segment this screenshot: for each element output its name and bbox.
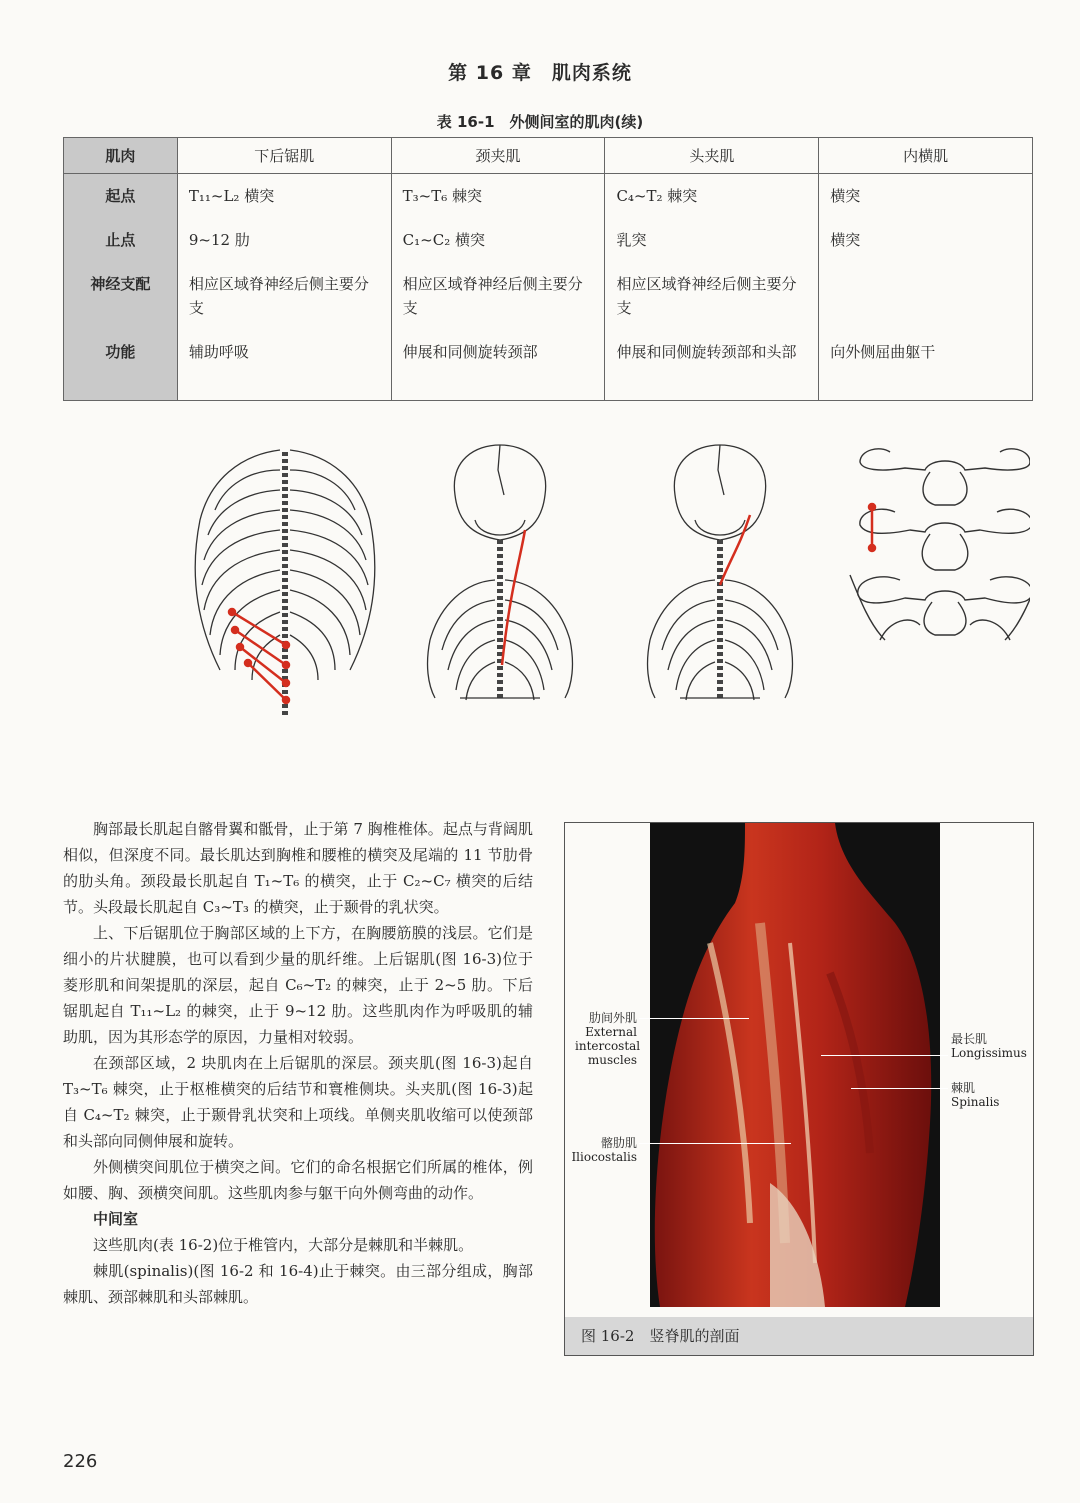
paragraph: 棘肌(spinalis)(图 16-2 和 16-4)止于棘突。由三部分组成，胸部棘肌、颈部棘肌和头部棘肌。 [63, 1262, 533, 1306]
header-cell: 肌肉 [64, 138, 178, 174]
figure-caption-text: 图 16-2 竖脊肌的剖面 [581, 1327, 740, 1345]
dissection-figure [564, 822, 1034, 1356]
row-label: 止点 [64, 218, 178, 262]
splenius-cervicis-line [502, 530, 525, 665]
paragraph: 这些肌肉(表 16-2)位于椎管内，大部分是棘肌和半棘肌。 [93, 1236, 474, 1254]
skeleton-illustrations [180, 440, 1030, 730]
chapter-title: 第 16 章 肌肉系统 [448, 62, 632, 84]
header-cell: 内横肌 [819, 138, 1033, 174]
body-text [63, 816, 533, 1310]
header-cell: 头夹肌 [605, 138, 819, 174]
leader-line [639, 1018, 749, 1019]
header-cell: 颈夹肌 [391, 138, 605, 174]
table-header-row [64, 138, 1033, 174]
table-row [64, 330, 1033, 401]
page-number: 226 [63, 1451, 98, 1472]
figure-label-en: Spinalis [951, 1095, 1000, 1109]
table-cell: T₃~T₆ 棘突 [391, 174, 605, 218]
table-cell: 横突 [819, 218, 1033, 262]
table-row [64, 174, 1033, 218]
skull-spine-illustration [648, 445, 793, 700]
figure-caption [565, 1317, 1033, 1355]
table-cell: 横突 [819, 174, 1033, 218]
table-row [64, 262, 1033, 330]
figure-label-en: intercostal [575, 1039, 641, 1053]
dissection-photo [650, 823, 940, 1307]
table-cell: C₄~T₂ 棘突 [605, 174, 819, 218]
splenius-capitis-line [720, 515, 750, 585]
table-cell [819, 262, 1033, 330]
table-caption: 表 16-1 外侧间室的肌肉(续) [436, 113, 644, 131]
table-cell: 伸展和同侧旋转颈部 [391, 330, 605, 401]
figure-label-en: Longissimus [951, 1046, 1027, 1060]
table-cell: 相应区域脊神经后侧主要分支 [177, 262, 391, 330]
table-cell: 向外侧屈曲躯干 [819, 330, 1033, 401]
row-label: 功能 [64, 330, 178, 401]
muscle-table [63, 137, 1033, 401]
leader-line [639, 1143, 791, 1144]
table-cell: 9~12 肋 [177, 218, 391, 262]
row-label: 神经支配 [64, 262, 178, 330]
skull-spine-illustration [428, 445, 573, 700]
header-cell: 下后锯肌 [177, 138, 391, 174]
table-cell: 辅助呼吸 [177, 330, 391, 401]
table-cell: 乳突 [605, 218, 819, 262]
paragraph: 在颈部区域，2 块肌肉在上后锯肌的深层。颈夹肌(图 16-3)起自 T₃~T₆ 棘突，止于枢椎横突的后结节和寰椎侧块。头夹肌(图 16-3)起自 C₄~T₂ 棘突，止于颞骨乳状突和上项线。单侧夹肌收缩可以使颈部和头部向同侧伸展和旋转。 [63, 1054, 533, 1150]
figure-label-cn: 最长肌 [951, 1032, 988, 1046]
figure-label-cn: 棘肌 [951, 1081, 976, 1095]
leader-line [851, 1088, 948, 1089]
figure-label-cn: 肋间外肌 [588, 1011, 637, 1025]
paragraph: 上、下后锯肌位于胸部区域的上下方，在胸腰筋膜的浅层。它们是细小的片状腱膜，也可以看到少量的肌纤维。上后锯肌(图 16-3)位于菱形肌和间架提肌的深层，起自 C₆~T₂ 的棘突，止于 2~5 肋。下后锯肌起自 T₁₁~L₂ 的棘突，止于 9~12 肋。这些肌肉作为呼吸肌的辅助肌，因为其形态学的原因，力量相对较弱。 [63, 924, 533, 1046]
lumbar-vertebrae-illustration [850, 449, 1030, 640]
section-heading: 中间室 [93, 1210, 139, 1228]
paragraph: 胸部最长肌起自髂骨翼和骶骨，止于第 7 胸椎椎体。起点与背阔肌相似，但深度不同。最长肌达到胸椎和腰椎的横突及尾端的 11 节肋骨的肋头角。颈段最长肌起自 T₁~T₆ 的横突，止于 C₂~C₇ 横突的后结节。头段最长肌起自 C₃~T₃ 的横突，止于颞骨的乳状突。 [63, 820, 533, 916]
table-cell: T₁₁~L₂ 横突 [177, 174, 391, 218]
figure-label-en: Iliocostalis [571, 1150, 637, 1164]
figure-label-cn: 髂肋肌 [600, 1136, 637, 1150]
table-cell: C₁~C₂ 横突 [391, 218, 605, 262]
table-cell: 伸展和同侧旋转颈部和头部 [605, 330, 819, 401]
table-row [64, 218, 1033, 262]
paragraph: 外侧横突间肌位于横突之间。它们的命名根据它们所属的椎体，例如腰、胸、颈横突间肌。这些肌肉参与躯干向外侧弯曲的动作。 [63, 1158, 533, 1202]
figure-label-en: External [585, 1025, 637, 1039]
table-cell: 相应区域脊神经后侧主要分支 [605, 262, 819, 330]
table-cell: 相应区域脊神经后侧主要分支 [391, 262, 605, 330]
figure-label-en: muscles [587, 1053, 637, 1067]
leader-line [821, 1055, 948, 1056]
rib-cage-illustration [195, 450, 375, 715]
row-label: 起点 [64, 174, 178, 218]
